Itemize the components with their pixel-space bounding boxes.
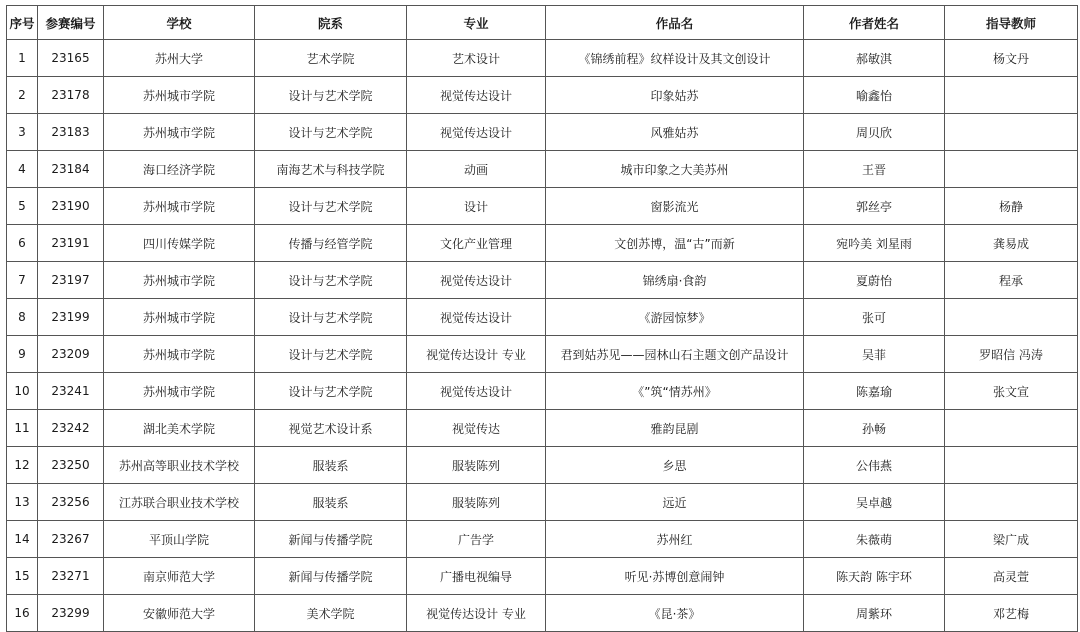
cell-department: 艺术学院: [255, 40, 407, 77]
cell-work-title: 苏州红: [546, 521, 804, 558]
table-row: [7, 336, 1078, 373]
table-row: [7, 151, 1078, 188]
cell-advisor: [945, 447, 1078, 484]
cell-major: 视觉传达设计: [407, 299, 546, 336]
cell-department: 设计与艺术学院: [255, 336, 407, 373]
cell-work-title: 锦绣扇·食韵: [546, 262, 804, 299]
cell-author: 孙畅: [804, 410, 945, 447]
table-row: [7, 77, 1078, 114]
table-row: [7, 225, 1078, 262]
cell-advisor: [945, 299, 1078, 336]
cell-work-title: 《昆·茶》: [546, 595, 804, 632]
cell-advisor: [945, 77, 1078, 114]
cell-work-title: 文创苏博，温“古”而新: [546, 225, 804, 262]
cell-school: 江苏联合职业技术学校: [104, 484, 255, 521]
cell-advisor: 龚易成: [945, 225, 1078, 262]
cell-school: 苏州城市学院: [104, 299, 255, 336]
table-row: [7, 447, 1078, 484]
cell-index: 11: [7, 410, 38, 447]
cell-advisor: 杨静: [945, 188, 1078, 225]
table-row: [7, 188, 1078, 225]
cell-entry-id: 23191: [38, 225, 104, 262]
cell-index: 3: [7, 114, 38, 151]
cell-department: 视觉艺术设计系: [255, 410, 407, 447]
table-row: [7, 373, 1078, 410]
cell-entry-id: 23209: [38, 336, 104, 373]
cell-work-title: 雅韵昆剧: [546, 410, 804, 447]
cell-author: 郝敏淇: [804, 40, 945, 77]
cell-work-title: 风雅姑苏: [546, 114, 804, 151]
cell-department: 新闻与传播学院: [255, 521, 407, 558]
cell-entry-id: 23183: [38, 114, 104, 151]
cell-advisor: 罗昭信 冯涛: [945, 336, 1078, 373]
cell-school: 安徽师范大学: [104, 595, 255, 632]
cell-school: 海口经济学院: [104, 151, 255, 188]
cell-department: 设计与艺术学院: [255, 262, 407, 299]
table-row: [7, 262, 1078, 299]
cell-entry-id: 23184: [38, 151, 104, 188]
cell-major: 视觉传达设计: [407, 77, 546, 114]
cell-author: 朱薇萌: [804, 521, 945, 558]
cell-index: 15: [7, 558, 38, 595]
header-index: 序号: [7, 6, 38, 40]
cell-department: 服装系: [255, 484, 407, 521]
cell-author: 公伟燕: [804, 447, 945, 484]
cell-advisor: 张文宣: [945, 373, 1078, 410]
cell-school: 四川传媒学院: [104, 225, 255, 262]
cell-department: 新闻与传播学院: [255, 558, 407, 595]
header-work-title: 作品名: [546, 6, 804, 40]
table-row: [7, 114, 1078, 151]
cell-author: 郭丝亭: [804, 188, 945, 225]
cell-school: 苏州大学: [104, 40, 255, 77]
cell-school: 平顶山学院: [104, 521, 255, 558]
cell-author: 宛吟美 刘星雨: [804, 225, 945, 262]
cell-index: 16: [7, 595, 38, 632]
cell-advisor: 梁广成: [945, 521, 1078, 558]
cell-author: 张可: [804, 299, 945, 336]
cell-department: 设计与艺术学院: [255, 299, 407, 336]
cell-work-title: 印象姑苏: [546, 77, 804, 114]
cell-work-title: 《锦绣前程》纹样设计及其文创设计: [546, 40, 804, 77]
cell-entry-id: 23299: [38, 595, 104, 632]
cell-major: 广告学: [407, 521, 546, 558]
cell-advisor: 邓艺梅: [945, 595, 1078, 632]
cell-major: 设计: [407, 188, 546, 225]
cell-index: 9: [7, 336, 38, 373]
cell-work-title: 君到姑苏见——园林山石主题文创产品设计: [546, 336, 804, 373]
cell-entry-id: 23199: [38, 299, 104, 336]
cell-major: 视觉传达设计 专业: [407, 595, 546, 632]
cell-index: 6: [7, 225, 38, 262]
cell-school: 苏州城市学院: [104, 114, 255, 151]
cell-major: 视觉传达: [407, 410, 546, 447]
cell-advisor: 高灵萱: [945, 558, 1078, 595]
cell-author: 喻鑫怡: [804, 77, 945, 114]
header-department: 院系: [255, 6, 407, 40]
cell-advisor: [945, 151, 1078, 188]
cell-author: 周紫环: [804, 595, 945, 632]
cell-work-title: 《游园惊梦》: [546, 299, 804, 336]
cell-author: 陈天韵 陈宇环: [804, 558, 945, 595]
table-header: [7, 6, 1078, 40]
cell-department: 南海艺术与科技学院: [255, 151, 407, 188]
cell-department: 设计与艺术学院: [255, 373, 407, 410]
cell-author: 陈嘉瑜: [804, 373, 945, 410]
cell-department: 服装系: [255, 447, 407, 484]
cell-entry-id: 23267: [38, 521, 104, 558]
header-author: 作者姓名: [804, 6, 945, 40]
cell-school: 苏州城市学院: [104, 262, 255, 299]
cell-entry-id: 23190: [38, 188, 104, 225]
results-table: [6, 5, 1078, 632]
cell-entry-id: 23250: [38, 447, 104, 484]
cell-school: 苏州城市学院: [104, 336, 255, 373]
cell-major: 广播电视编导: [407, 558, 546, 595]
cell-department: 设计与艺术学院: [255, 77, 407, 114]
cell-work-title: 窗影流光: [546, 188, 804, 225]
cell-major: 服装陈列: [407, 447, 546, 484]
table-body: [7, 40, 1078, 632]
cell-index: 12: [7, 447, 38, 484]
cell-department: 传播与经管学院: [255, 225, 407, 262]
table-row: [7, 484, 1078, 521]
table-row: [7, 558, 1078, 595]
cell-advisor: [945, 484, 1078, 521]
cell-work-title: 城市印象之大美苏州: [546, 151, 804, 188]
cell-advisor: [945, 114, 1078, 151]
cell-work-title: 听见·苏博创意闹钟: [546, 558, 804, 595]
cell-author: 周贝欣: [804, 114, 945, 151]
table-row: [7, 40, 1078, 77]
cell-entry-id: 23241: [38, 373, 104, 410]
cell-work-title: 《”筑“情苏州》: [546, 373, 804, 410]
cell-index: 2: [7, 77, 38, 114]
table-row: [7, 595, 1078, 632]
cell-major: 视觉传达设计: [407, 262, 546, 299]
cell-school: 苏州城市学院: [104, 373, 255, 410]
cell-index: 7: [7, 262, 38, 299]
cell-work-title: 远近: [546, 484, 804, 521]
cell-author: 夏蔚怡: [804, 262, 945, 299]
cell-entry-id: 23165: [38, 40, 104, 77]
cell-author: 王晋: [804, 151, 945, 188]
cell-department: 美术学院: [255, 595, 407, 632]
cell-advisor: 程承: [945, 262, 1078, 299]
cell-entry-id: 23271: [38, 558, 104, 595]
cell-entry-id: 23242: [38, 410, 104, 447]
cell-major: 视觉传达设计: [407, 114, 546, 151]
cell-index: 4: [7, 151, 38, 188]
cell-advisor: 杨文丹: [945, 40, 1078, 77]
cell-index: 14: [7, 521, 38, 558]
table-row: [7, 521, 1078, 558]
cell-index: 1: [7, 40, 38, 77]
header-entry-id: 参赛编号: [38, 6, 104, 40]
cell-author: 吴卓越: [804, 484, 945, 521]
cell-school: 苏州城市学院: [104, 77, 255, 114]
header-advisor: 指导教师: [945, 6, 1078, 40]
cell-index: 13: [7, 484, 38, 521]
cell-work-title: 乡思: [546, 447, 804, 484]
cell-major: 服装陈列: [407, 484, 546, 521]
cell-major: 动画: [407, 151, 546, 188]
cell-school: 南京师范大学: [104, 558, 255, 595]
table-row: [7, 410, 1078, 447]
cell-author: 吴菲: [804, 336, 945, 373]
header-major: 专业: [407, 6, 546, 40]
cell-major: 视觉传达设计: [407, 373, 546, 410]
cell-school: 苏州高等职业技术学校: [104, 447, 255, 484]
table-row: [7, 299, 1078, 336]
cell-department: 设计与艺术学院: [255, 114, 407, 151]
cell-index: 5: [7, 188, 38, 225]
cell-entry-id: 23197: [38, 262, 104, 299]
header-school: 学校: [104, 6, 255, 40]
cell-school: 苏州城市学院: [104, 188, 255, 225]
cell-advisor: [945, 410, 1078, 447]
cell-school: 湖北美术学院: [104, 410, 255, 447]
cell-department: 设计与艺术学院: [255, 188, 407, 225]
cell-major: 视觉传达设计 专业: [407, 336, 546, 373]
cell-major: 艺术设计: [407, 40, 546, 77]
cell-major: 文化产业管理: [407, 225, 546, 262]
cell-index: 8: [7, 299, 38, 336]
header-row: [7, 6, 1078, 40]
cell-index: 10: [7, 373, 38, 410]
cell-entry-id: 23256: [38, 484, 104, 521]
cell-entry-id: 23178: [38, 77, 104, 114]
